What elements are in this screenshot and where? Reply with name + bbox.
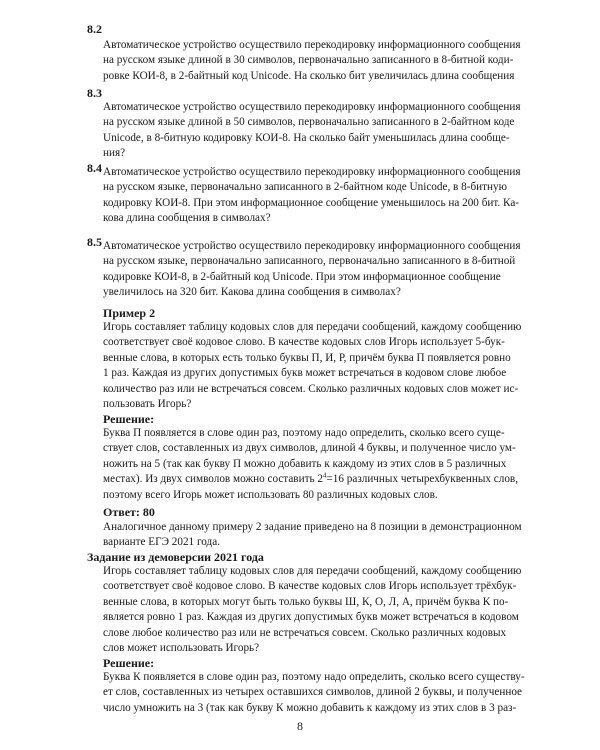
text-line: Автоматическое устройство осуществило перекодировку информационного сообщения [103,39,521,51]
text-line: венные слова, в которых есть только буквы П, И, Р, причём буква П появляется ровно [103,351,511,364]
demo-solution-text [103,670,527,716]
task-text [103,38,527,84]
text-line: Автоматическое устройство осуществило перекодировку информационного сообщения [103,101,521,113]
note-text [103,520,527,551]
text-line: Игорь составляет таблицу кодовых слов для передачи сообщений, каждому сообщению [103,321,522,333]
text-line: слов может использовать Игорь? [103,642,260,655]
text-line: Игорь составляет таблицу кодовых слов для передачи сообщений, каждому сообщению [103,565,522,577]
demo-heading: Задание из демоверсии 2021 года [87,550,264,564]
text-line: Аналогичное данному примеру 2 задание приведено на 8 позиции в демонстрационном [103,521,522,533]
power-exponent: 4 [322,471,327,480]
task-number: 8.3 [87,86,102,100]
text-line: 1 раз. Каждая из других допустимых букв может встречаться в кодовом слове любое [103,367,507,380]
text-line: Unicode, в 8-битную кодировку КОИ-8. На сколько байт уменьшилась длина сообще- [103,131,510,144]
solution-heading: Решение: [103,412,155,426]
text-line: количество раз или не встречаться совсем. Сколько различных кодовых слов может ис- [103,382,519,395]
text-line: кодировку КОИ-8. При этом информационное сообщение уменьшилось на 200 бит. Ка- [103,196,520,209]
answer-heading: Ответ: 80 [103,505,155,519]
text-line: пользовать Игорь? [103,398,192,411]
text-line: кодировке КОИ-8, в 2-байтный код Unicode. При этом информационное сообщение [103,270,501,283]
demo-text [103,564,527,656]
task-number: 8.5 [87,235,102,249]
text-line: поэтому всего Игорь может использовать 80 различных кодовых слов. [103,488,438,501]
text-line: ет слов, составленных из четырех оставшихся символов, длиной 2 буквы, и полученное [103,686,523,699]
task-text [103,239,527,301]
text-fragment: =16 различных четырехбуквенных слов, [326,473,518,486]
text-line: кова длина сообщения в символах? [103,212,271,225]
text-line: на русском языке длиной в 50 символов, первоначально записанного в 2-байтном коде [103,116,515,129]
text-line: венные слова, в которых могут быть только буквы Ш, К, О, Л, А, причём буква К по- [103,595,509,608]
example-heading: Пример 2 [103,306,156,320]
page-number: 8 [297,719,303,733]
text-line: Автоматическое устройство осуществило перекодировку информационного сообщения [103,240,521,252]
text-line: Буква К появляется в слове один раз, поэтому надо определить, сколько всего существу- [103,671,525,683]
text-line: ножить на 5 (так как букву П можно добавить к каждому из этих слов в 5 различных [103,457,507,470]
text-line: ния? [103,147,126,160]
example-text [103,320,527,412]
text-line [103,472,527,487]
text-line: соответствует своё кодовое слово. В качестве кодовых слов Игорь использует трёхбук- [103,580,517,593]
text-line: варианте ЕГЭ 2021 года. [103,536,220,549]
text-fragment: местах). Из двух символов можно составить 2 [103,473,323,486]
text-line: Автоматическое устройство осуществило перекодировку информационного сообщения [103,166,521,178]
solution-text [103,426,527,503]
demo-solution-heading: Решение: [103,656,155,670]
task-number: 8.2 [87,22,102,36]
text-line: ровке КОИ-8, в 2-байтный код Unicode. На сколько бит увеличилась длина сообщения [103,69,515,82]
task-text [103,100,527,162]
text-line: на русском языке, первоначально записанного, первоначально записанного в 8-битной [103,255,516,268]
text-line: соответствует своё кодовое слово. В качестве кодовых слов Игорь использует 5-бук- [103,336,505,349]
text-line: Буква П появляется в слове один раз, поэтому надо определить, сколько всего суще- [103,427,505,439]
text-line: на русском языке, первоначально записанного в 2-байтном коде Unicode, в 8-битную [103,181,507,194]
task-text [103,165,527,227]
text-line: ствует слов, составленных из двух символов, длиной 4 буквы, и полученное число ум- [103,442,516,455]
text-line: является ровно 1 раз. Каждая из других допустимых букв может встречаться в кодовом [103,611,519,624]
text-line: увеличилось на 320 бит. Какова длина сообщения в символах? [103,286,401,299]
text-line: слове любое количество раз или не встречаться совсем. Сколько различных кодовых [103,626,507,639]
task-number: 8.4 [87,161,102,175]
text-line: число умножить на 3 (так как букву К можно добавить к каждому из этих слов в 3 раз- [103,701,517,714]
text-line: на русском языке длиной в 30 символов, первоначально записанного в 8-битной коди- [103,54,514,67]
